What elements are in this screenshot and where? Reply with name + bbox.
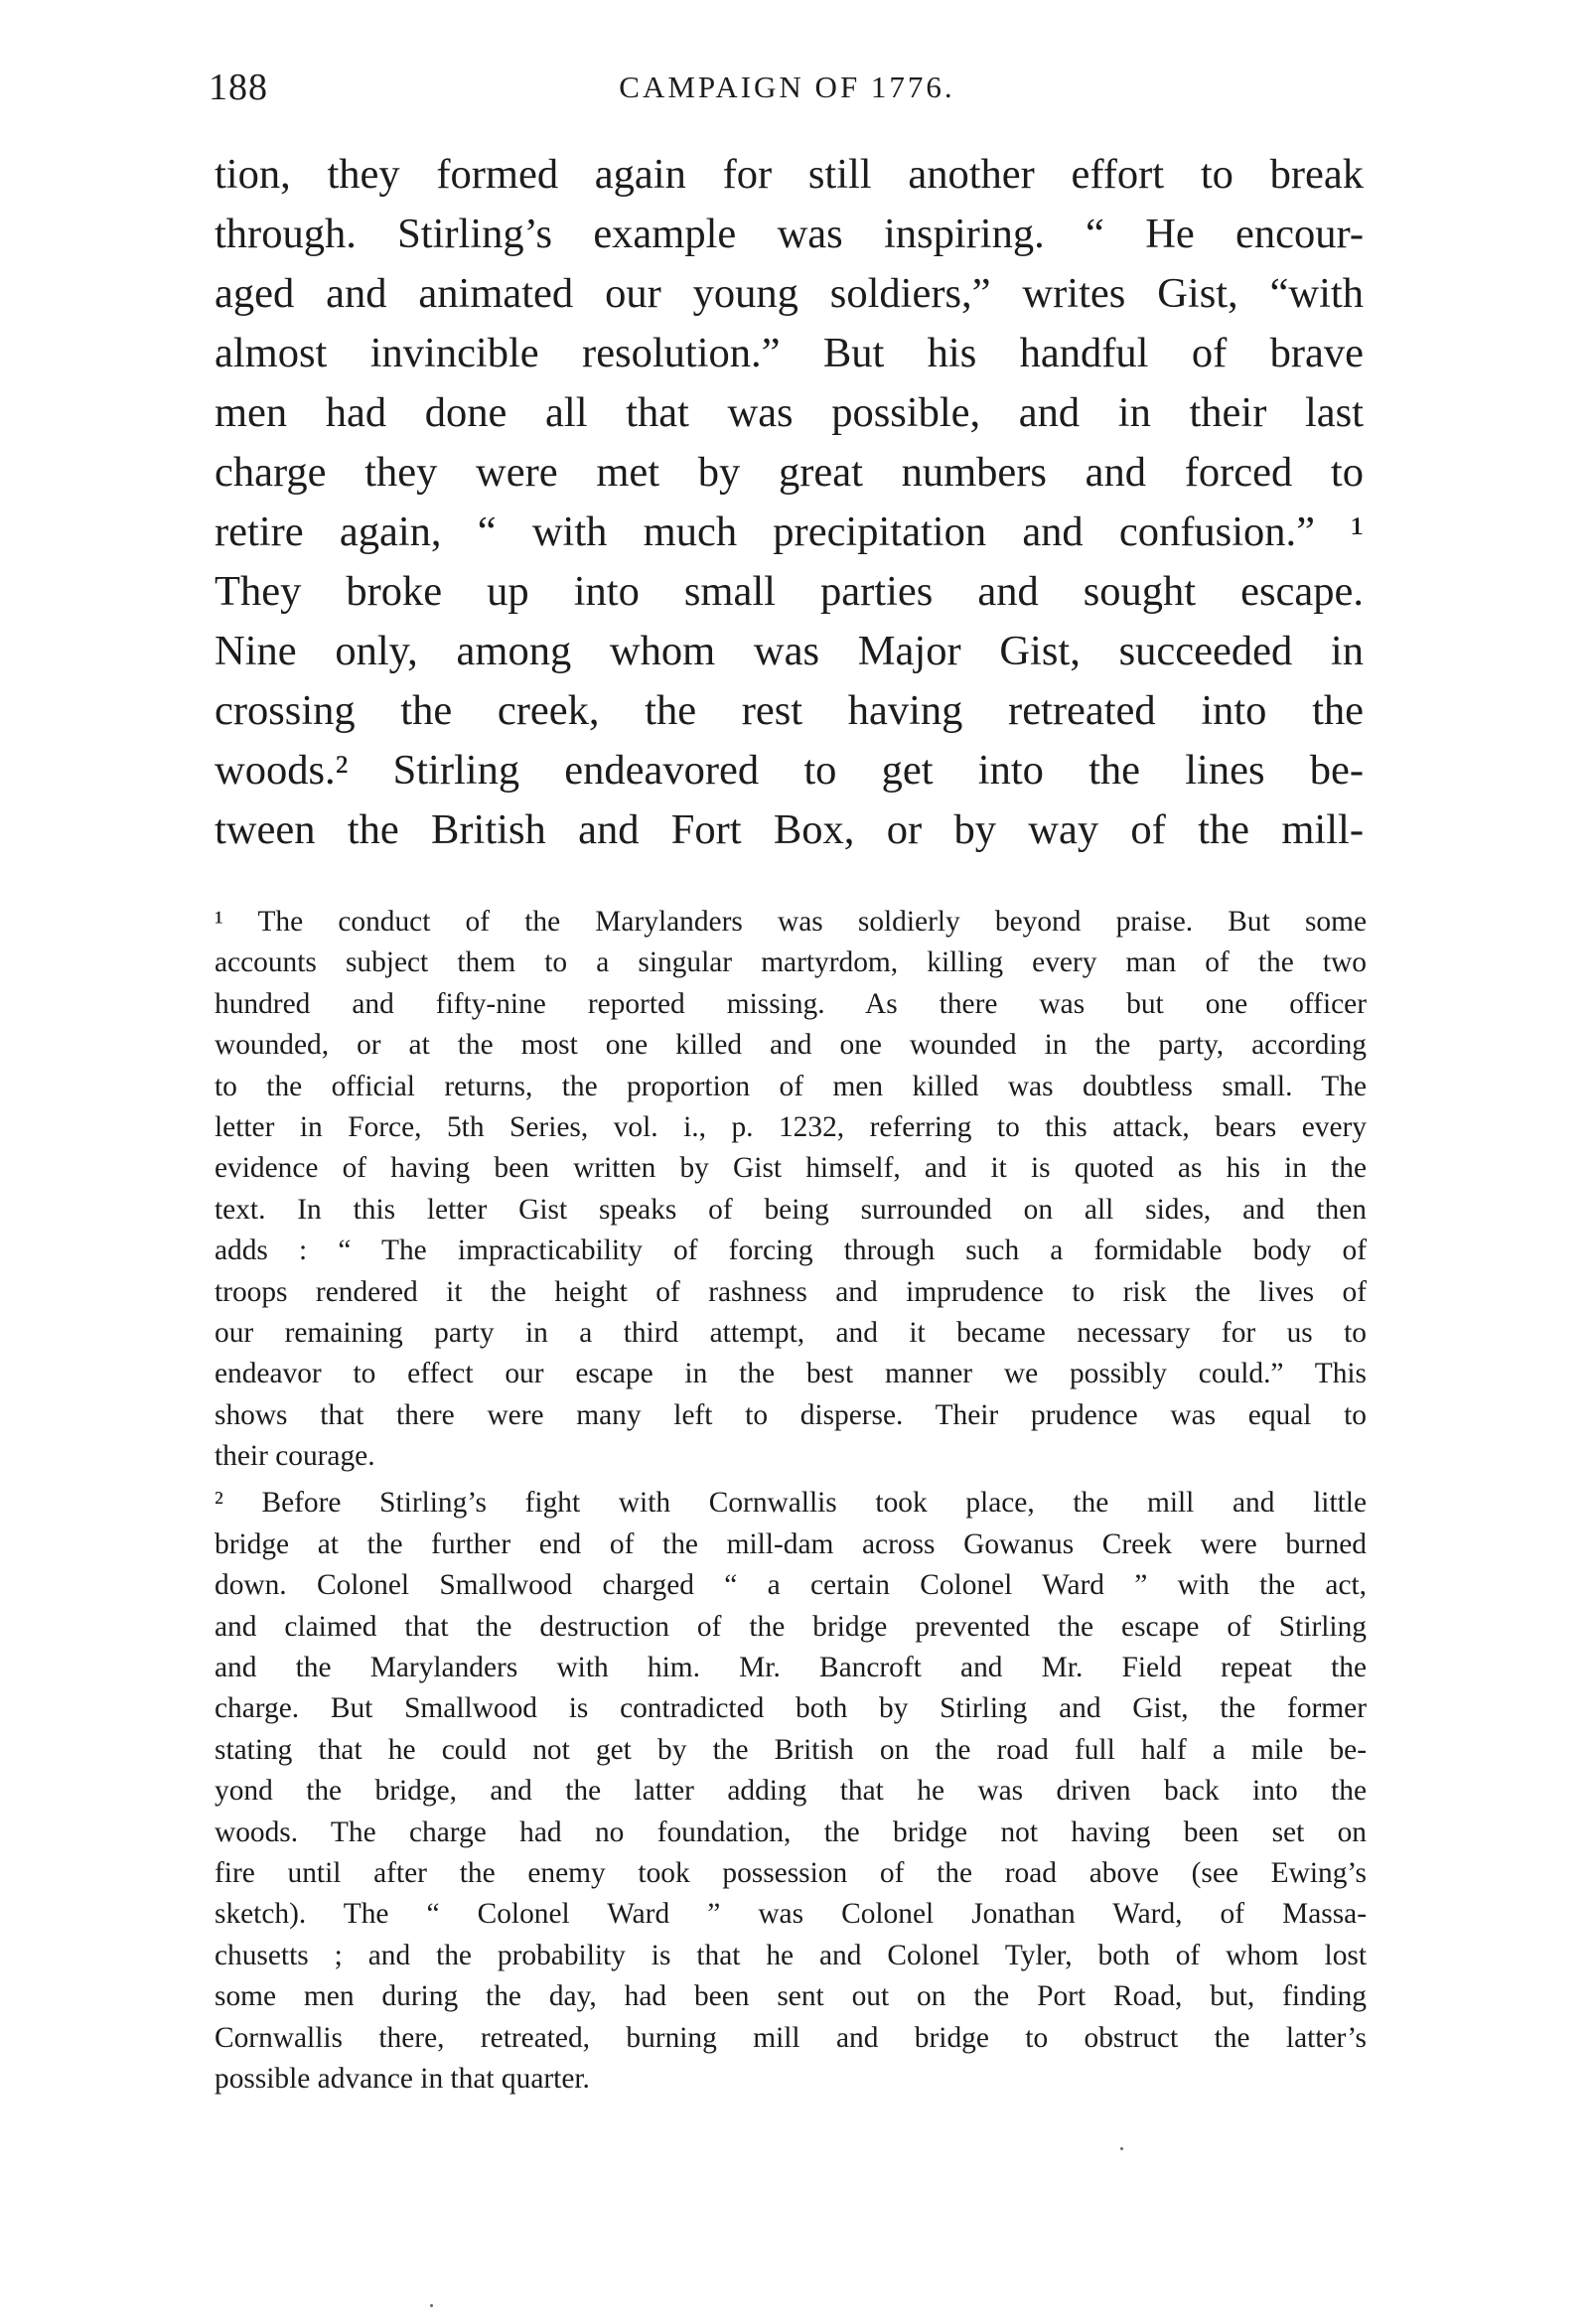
running-title: CAMPAIGN OF 1776. xyxy=(619,70,955,104)
footnote-line: some men during the day, had been sent out on the Port Road, but, finding xyxy=(215,1980,1367,2013)
footnote-line: adds : “ The impracticability of forcing through such a formidable body of xyxy=(215,1235,1367,1267)
footnote-1 xyxy=(215,902,1367,1477)
footnote-line: letter in Force, 5th Series, vol. i., p. 1232, referring to this attack, bears every xyxy=(215,1110,1367,1143)
print-speck xyxy=(430,2304,433,2307)
footnote-line: hundred and fifty-nine reported missing. As there was but one officer xyxy=(215,987,1367,1020)
body-line: through. Stirling’s example was inspiring. “ He encour- xyxy=(215,211,1364,257)
footnote-line: troops rendered it the height of rashness and imprudence to risk the lives of xyxy=(215,1275,1367,1308)
footnote-2 xyxy=(215,1483,1367,2100)
body-line: retire again, “ with much precipitation and confusion.” ¹ xyxy=(215,508,1364,555)
body-line: tween the British and Fort Box, or by way of the mill- xyxy=(215,806,1364,853)
page-number: 188 xyxy=(209,67,268,108)
body-line: woods.² Stirling endeavored to get into the lines be- xyxy=(215,747,1364,794)
footnote-line: accounts subject them to a singular martyrdom, killing every man of the two xyxy=(215,946,1367,979)
body-line: almost invincible resolution.” But his handful of brave xyxy=(215,330,1364,376)
body-line: aged and animated our young soldiers,” writes Gist, “with xyxy=(215,270,1364,317)
footnote-line: sketch). The “ Colonel Ward ” was Colonel Jonathan Ward, of Massa- xyxy=(215,1898,1367,1931)
footnote-line: fire until after the enemy took possession of the road above (see Ewing’s xyxy=(215,1856,1367,1889)
footnote-line: shows that there were many left to disperse. Their prudence was equal to xyxy=(215,1398,1367,1431)
footnotes xyxy=(215,902,1367,2100)
footnote-line: Cornwallis there, retreated, burning mill and bridge to obstruct the latter’s xyxy=(215,2021,1367,2054)
footnote-line: endeavor to effect our escape in the best manner we possibly could.” This xyxy=(215,1358,1367,1390)
footnote-line: text. In this letter Gist speaks of being surrounded on all sides, and then xyxy=(215,1193,1367,1226)
body-line: crossing the creek, the rest having retreated into the xyxy=(215,687,1364,734)
footnote-line: ¹ The conduct of the Marylanders was soldierly beyond praise. But some xyxy=(215,906,1367,938)
footnote-line: chusetts ; and the probability is that he and Colonel Tyler, both of whom lost xyxy=(215,1939,1367,1971)
footnote-line: to the official returns, the proportion of men killed was doubtless small. The xyxy=(215,1070,1367,1102)
footnote-line: and claimed that the destruction of the bridge prevented the escape of Stirling xyxy=(215,1610,1367,1643)
body-line: charge they were met by great numbers and forced to xyxy=(215,449,1364,496)
body-line: tion, they formed again for still another effort to break xyxy=(215,151,1364,198)
footnote-line: our remaining party in a third attempt, and it became necessary for us to xyxy=(215,1316,1367,1349)
body-line: Nine only, among whom was Major Gist, succeeded in xyxy=(215,628,1364,674)
footnote-line: evidence of having been written by Gist himself, and it is quoted as his in the xyxy=(215,1152,1367,1185)
footnote-line: possible advance in that quarter. xyxy=(215,2062,590,2095)
body-text xyxy=(215,145,1364,860)
footnote-line: stating that he could not get by the British on the road full half a mile be- xyxy=(215,1733,1367,1766)
footnote-line: down. Colonel Smallwood charged “ a certain Colonel Ward ” with the act, xyxy=(215,1569,1367,1602)
footnote-line: woods. The charge had no foundation, the bridge not having been set on xyxy=(215,1816,1367,1848)
body-line: They broke up into small parties and sought escape. xyxy=(215,568,1364,615)
body-line: men had done all that was possible, and in their last xyxy=(215,389,1364,436)
footnote-line: yond the bridge, and the latter adding that he was driven back into the xyxy=(215,1775,1367,1808)
footnote-line: their courage. xyxy=(215,1440,375,1473)
footnote-line: bridge at the further end of the mill-dam across Gowanus Creek were burned xyxy=(215,1527,1367,1560)
footnote-line: and the Marylanders with him. Mr. Bancroft and Mr. Field repeat the xyxy=(215,1652,1367,1684)
print-speck xyxy=(1120,2147,1123,2150)
running-head xyxy=(209,66,1366,108)
footnote-line: charge. But Smallwood is contradicted both by Stirling and Gist, the former xyxy=(215,1692,1367,1725)
footnote-line: ² Before Stirling’s fight with Cornwallis took place, the mill and little xyxy=(215,1487,1367,1520)
footnote-line: wounded, or at the most one killed and one wounded in the party, according xyxy=(215,1029,1367,1062)
